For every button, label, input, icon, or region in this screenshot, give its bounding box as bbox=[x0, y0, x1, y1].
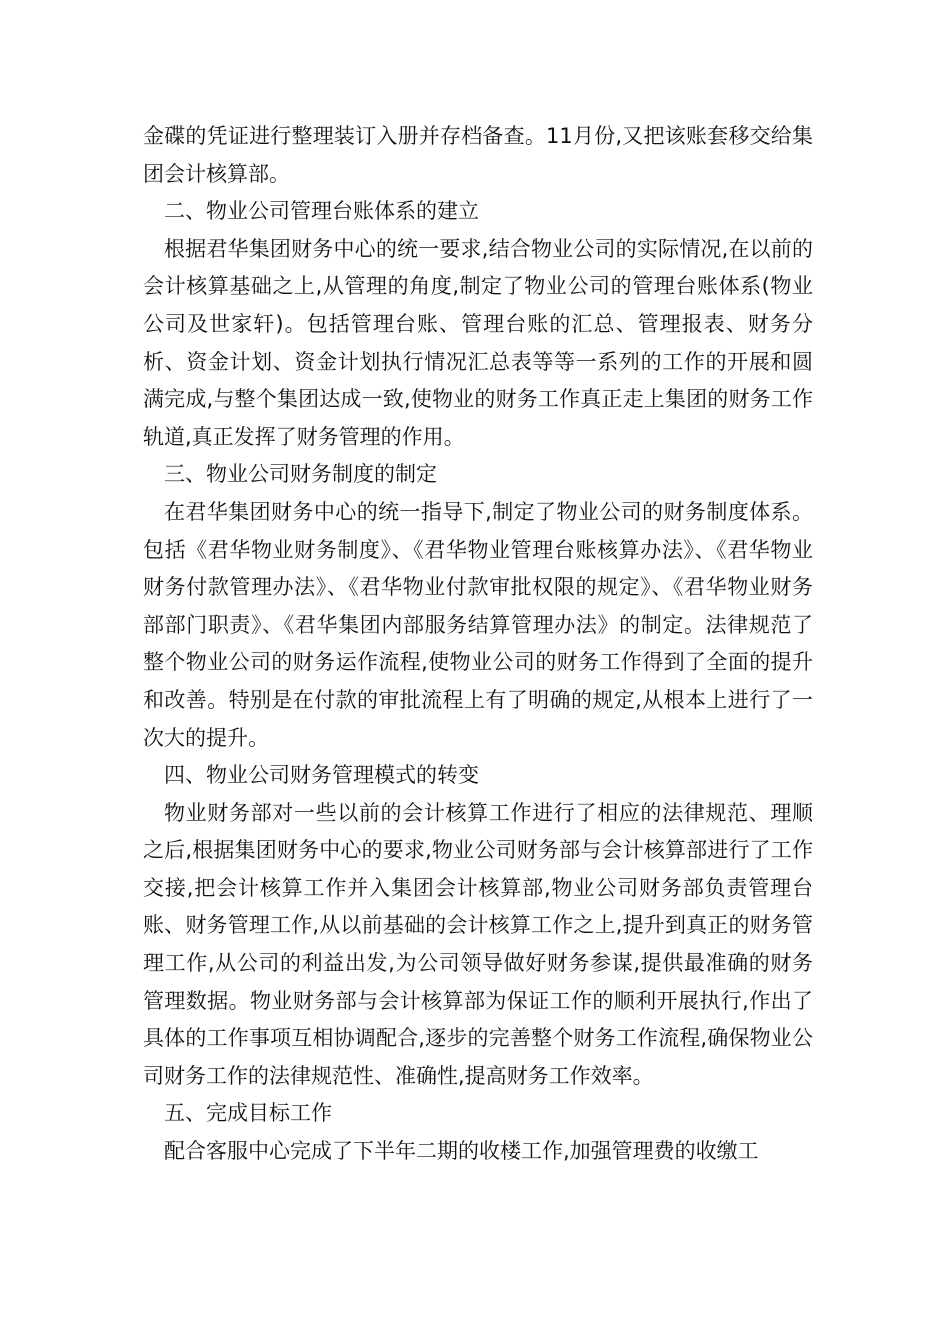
paragraph-section-5: 配合客服中心完成了下半年二期的收楼工作,加强管理费的收缴工 bbox=[164, 1139, 759, 1164]
section-heading-5: 五、完成目标工作 bbox=[164, 1101, 332, 1126]
section-heading-4: 四、物业公司财务管理模式的转变 bbox=[164, 763, 479, 788]
document-body bbox=[143, 118, 813, 1171]
paragraph-section-4: 物业财务部对一些以前的会计核算工作进行了相应的法律规范、理顺之后,根据集团财务中心的要求,物业公司财务部与会计核算部进行了工作交接,把会计核算工作并入集团会计核算部,物业公司财务部负责管理台账、财务管理工作,从以前基础的会计核算工作之上,提升到真正的财务管理工作,从公司的利益出发,为公司领导做好财务参谋,提供最准确的财务管理数据。物业财务部与会计核算部为保证工作的顺利开展执行,作出了具体的工作事项互相协调配合,逐步的完善整个财务工作流程,确保物业公司财务工作的法律规范性、准确性,提高财务工作效率。 bbox=[143, 800, 813, 1088]
paragraph-section-3: 在君华集团财务中心的统一指导下,制定了物业公司的财务制度体系。包括《君华物业财务制度》、《君华物业管理台账核算办法》、《君华物业财务付款管理办法》、《君华物业付款审批权限的规定》、《君华物业财务部部门职责》、《君华集团内部服务结算管理办法》的制定。法律规范了整个物业公司的财务运作流程,使物业公司的财务工作得到了全面的提升和改善。特别是在付款的审批流程上有了明确的规定,从根本上进行了一次大的提升。 bbox=[143, 499, 813, 750]
paragraph-intro: 金碟的凭证进行整理装订入册并存档备查。11月份,又把该账套移交给集团会计核算部。 bbox=[143, 124, 813, 186]
section-heading-2: 二、物业公司管理台账体系的建立 bbox=[164, 199, 479, 224]
section-heading-3: 三、物业公司财务制度的制定 bbox=[164, 462, 437, 487]
paragraph-section-2: 根据君华集团财务中心的统一要求,结合物业公司的实际情况,在以前的会计核算基础之上,从管理的角度,制定了物业公司的管理台账体系(物业公司及世家轩)。包括管理台账、管理台账的汇总、管理报表、财务分析、资金计划、资金计划执行情况汇总表等等一系列的工作的开展和圆满完成,与整个集团达成一致,使物业的财务工作真正走上集团的财务工作轨道,真正发挥了财务管理的作用。 bbox=[143, 236, 813, 449]
